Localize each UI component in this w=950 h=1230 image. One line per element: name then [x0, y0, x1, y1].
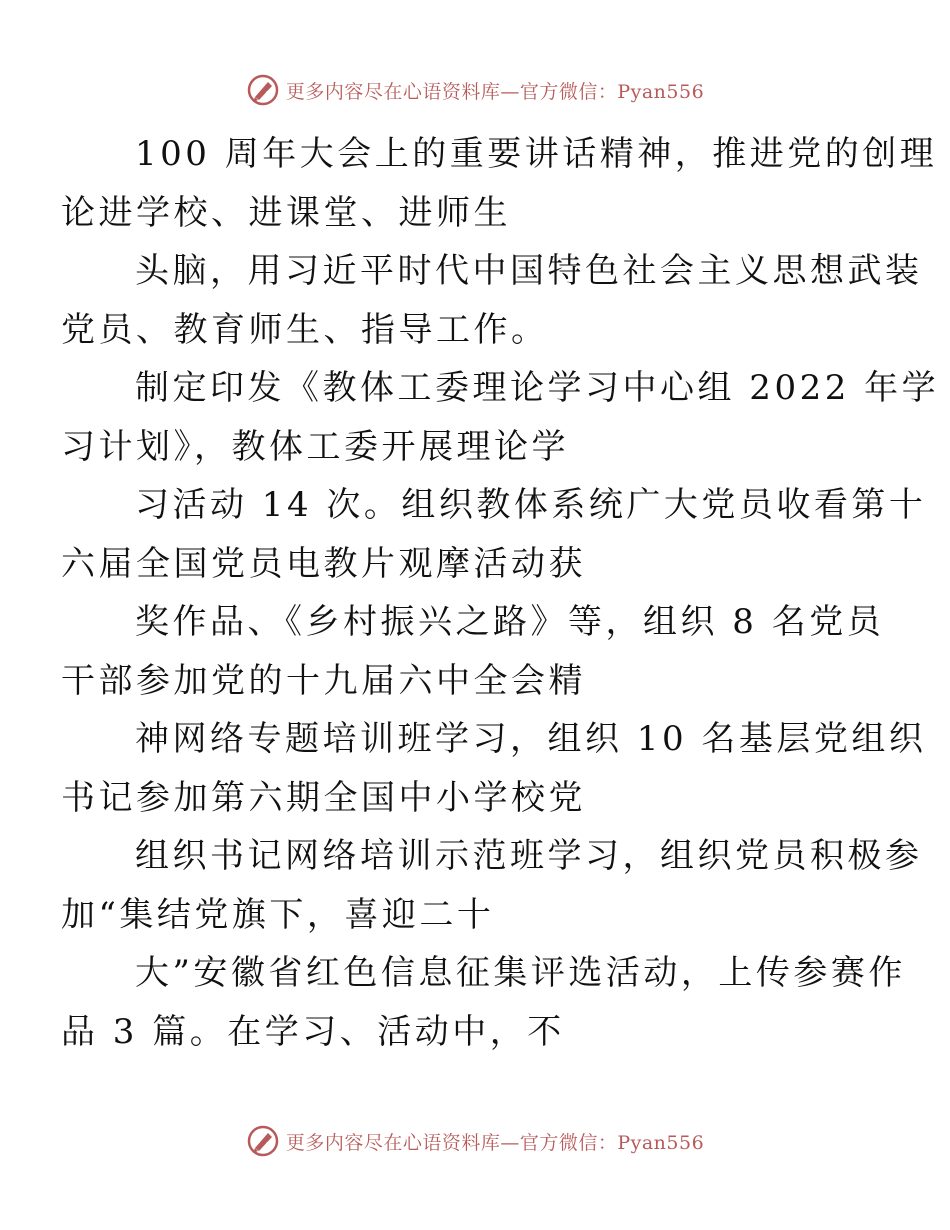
paragraph	[61, 125, 938, 242]
paragraph-line: 党员、教育师生、指导工作。	[61, 309, 549, 350]
paragraph-line: 书记参加第六期全国中小学校党	[61, 777, 586, 818]
watermark-text: 更多内容尽在心语资料库—官方微信：Pyan556	[285, 1131, 705, 1154]
paragraph	[61, 710, 927, 827]
paragraph-line: 品 3 篇。在学习、活动中，不	[61, 1011, 565, 1052]
paragraph-line: 习计划》，教体工委开展理论学	[61, 426, 569, 467]
pen-logo-icon	[246, 73, 280, 107]
paragraph-line: 制定印发《教体工委理论学习中心组 2022 年学	[135, 368, 940, 408]
footer-watermark	[0, 1121, 950, 1161]
paragraph	[61, 827, 923, 944]
paragraph-line: 组织书记网络培训示范班学习，组织党员积极参	[135, 836, 923, 876]
paragraph-line: 六届全国党员电教片观摩活动获	[61, 543, 586, 584]
paragraph-line: 干部参加党的十九届六中全会精	[61, 660, 586, 701]
paragraph-line: 奖作品、《乡村振兴之路》等，组织 8 名党员	[135, 602, 885, 642]
pen-logo-icon	[246, 1124, 280, 1158]
paragraph-line: 头脑，用习近平时代中国特色社会主义思想武装	[135, 251, 923, 291]
paragraph-line: 大”安徽省红色信息征集评选活动，上传参赛作	[135, 953, 906, 993]
paragraph-line: 100 周年大会上的重要讲话精神，推进党的创理	[135, 134, 938, 174]
paragraph-line: 神网络专题培训班学习，组织 10 名基层党组织	[135, 719, 927, 759]
paragraph-line: 论进学校、进课堂、进师生	[61, 192, 511, 233]
paragraph-line: 习活动 14 次。组织教体系统广大党员收看第十	[135, 485, 927, 525]
paragraph-line: 加“集结党旗下，喜迎二十	[61, 894, 495, 935]
paragraph	[61, 944, 906, 1061]
watermark-text: 更多内容尽在心语资料库—官方微信：Pyan556	[285, 80, 705, 103]
header-watermark	[0, 70, 950, 110]
paragraph	[61, 359, 940, 476]
paragraph	[61, 242, 923, 359]
paragraph	[61, 593, 885, 710]
paragraph	[61, 476, 927, 593]
document-body	[61, 125, 940, 1061]
